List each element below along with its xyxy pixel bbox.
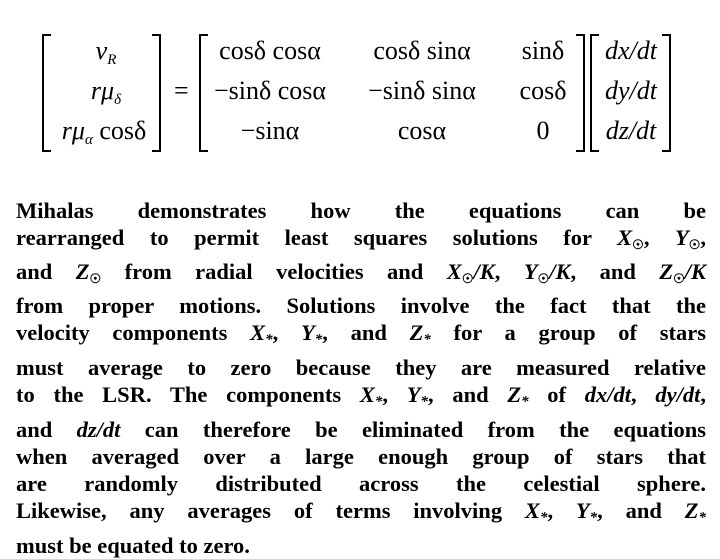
matrix-r3c2: cosα (397, 116, 447, 145)
lhs-rmu-alpha-sub: α (84, 132, 93, 148)
para-line-3: and Z☉ from radial velocities and X☉/K, Y☉/K, and Z☉/K (16, 259, 707, 286)
para-line-7: to the LSR. The components X*, Y*, and Z* of dx/dt, dy/dt, (16, 382, 707, 410)
matrix-r2c3: cosδ (519, 76, 567, 105)
matrix-r1c1: cosδ cosα (219, 36, 321, 65)
rhs-right-bracket (662, 34, 671, 152)
matrix-r2c1: −sinδ cosα (213, 76, 327, 105)
lhs-cos-delta: cosδ (99, 116, 147, 145)
rhs-left-bracket (590, 34, 599, 152)
lhs-vr-base: v (95, 36, 108, 65)
matrix-r1c3: sinδ (521, 36, 565, 65)
lhs-rmu-delta-sub: δ (114, 92, 122, 108)
matrix-r3c1: −sinα (240, 116, 300, 145)
para-line-10: are randomly distributed across the celestial sphere. (16, 471, 706, 496)
para-line-5: velocity components X*, Y*, and Z* for a group of stars (16, 320, 706, 348)
para-line-8: and dz/dt can therefore be eliminated from the equations (16, 417, 706, 442)
lhs-left-bracket (42, 34, 51, 152)
para-line-1: Mihalas demonstrates how the equations can be (16, 198, 706, 223)
matrix-r3c3: 0 (536, 116, 550, 145)
lhs-right-bracket (152, 34, 161, 152)
lhs-rmu-delta (91, 76, 121, 115)
equals-sign: = (174, 76, 189, 105)
para-line-4: from proper motions. Solutions involve the fact that the (16, 293, 706, 318)
para-line-12: must be equated to zero. (16, 533, 250, 558)
matrix-r2c2: −sinδ sinα (368, 76, 476, 105)
para-line-9: when averaged over a large enough group of stars that (16, 444, 706, 469)
sun-symbol: ☉ (688, 237, 701, 252)
para-line-6: must average to zero because they are measured relative (16, 355, 706, 380)
lhs-vr (96, 36, 117, 75)
lhs-vr-sub: R (107, 52, 117, 68)
matrix-right-bracket (576, 34, 585, 152)
matrix-left-bracket (199, 34, 208, 152)
lhs-rmu-alpha-base: rμ (61, 116, 85, 145)
body-paragraph (16, 197, 706, 559)
para-line-11: Likewise, any averages of terms involving X*, Y*, and Z* (16, 498, 707, 526)
matrix-r1c2: cosδ sinα (373, 36, 471, 65)
rhs-dzdt: dz/dt (605, 116, 657, 145)
rhs-dxdt: dx/dt (605, 36, 657, 65)
sun-symbol: ☉ (673, 271, 685, 286)
sun-symbol: ☉ (461, 271, 474, 286)
para-line-2: rearranged to permit least squares solutions for X☉, Y☉, (16, 225, 707, 252)
matrix-equation (38, 30, 678, 160)
lhs-rmu-delta-base: rμ (90, 76, 115, 105)
rhs-dydt: dy/dt (605, 76, 657, 105)
sun-symbol: ☉ (632, 237, 644, 252)
lhs-rmu-alpha-cos (62, 116, 146, 155)
sun-symbol: ☉ (89, 271, 102, 286)
sun-symbol: ☉ (537, 271, 550, 286)
